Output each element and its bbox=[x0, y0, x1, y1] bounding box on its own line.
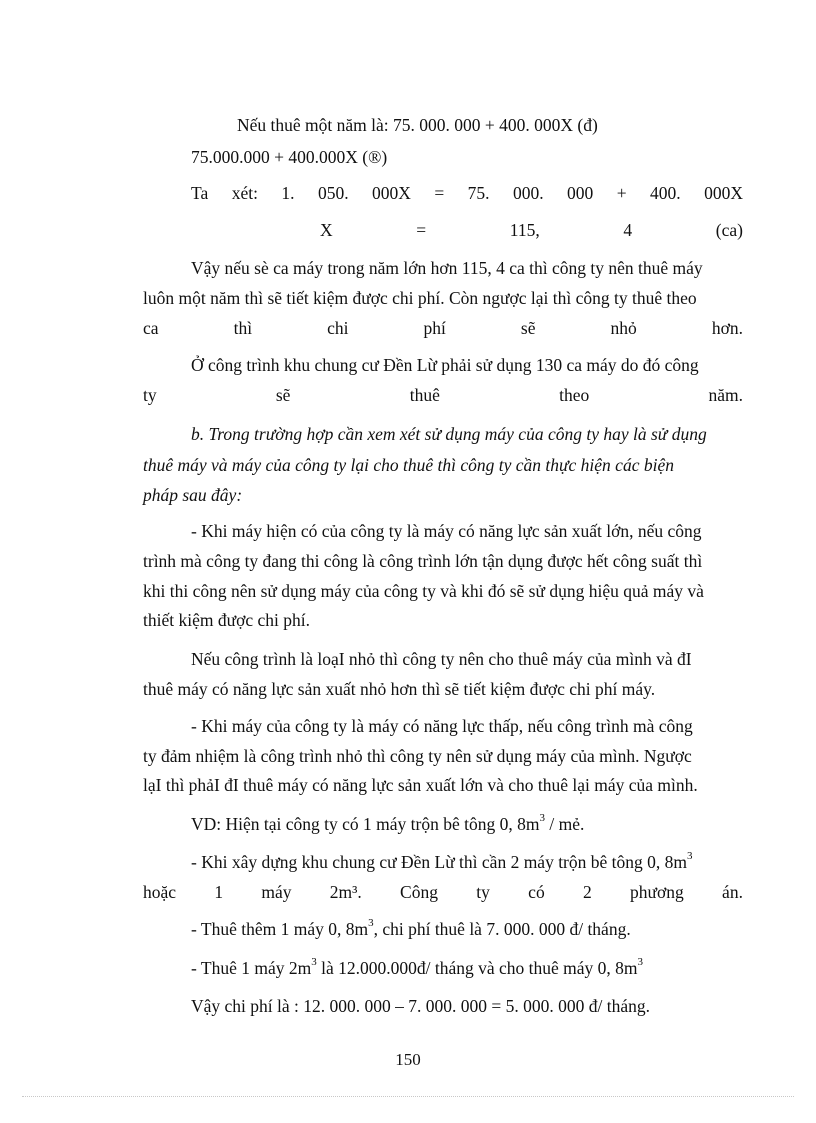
word: hơn. bbox=[711, 318, 743, 338]
text-segment: , chi phí thuê là 7. 000. 000 đ/ tháng. bbox=[373, 919, 631, 939]
page-divider bbox=[22, 1096, 794, 1097]
word: hoặc bbox=[143, 882, 177, 902]
word: ty bbox=[143, 385, 157, 405]
equation-token: + bbox=[616, 183, 627, 203]
equation-token: (ca) bbox=[715, 220, 743, 240]
word: chi bbox=[327, 318, 349, 338]
justified-line bbox=[143, 384, 743, 406]
equation-token: 000X bbox=[372, 183, 411, 203]
word: 1 bbox=[214, 882, 224, 902]
word: 2 bbox=[582, 882, 592, 902]
equation-line bbox=[320, 219, 743, 241]
text-line bbox=[191, 918, 631, 940]
word: máy bbox=[261, 882, 292, 902]
equation-token: 000. bbox=[512, 183, 544, 203]
text-line: Ở công trình khu chung cư Đền Lừ phải sử dụng 130 ca máy do đó công bbox=[191, 355, 699, 375]
word: án. bbox=[722, 882, 743, 902]
word: Công bbox=[400, 882, 438, 902]
equation-line bbox=[191, 182, 743, 204]
word: theo bbox=[559, 385, 590, 405]
text-line: - Khi máy của công ty là máy có năng lực thấp, nếu công trình mà công bbox=[191, 716, 693, 736]
word: phí bbox=[423, 318, 446, 338]
text-line: lạI thì phảI đI thuê máy có năng lực sản xuất lớn và cho thuê lại máy của mình. bbox=[143, 775, 698, 795]
superscript: 3 bbox=[687, 850, 693, 863]
text-line: khi thi công nên sử dụng máy của công ty và khi đó sẽ sử dụng hiệu quả máy và bbox=[143, 581, 704, 601]
word: năm. bbox=[708, 385, 743, 405]
text-line: Nếu thuê một năm là: 75. 000. 000 + 400. 000X (đ) bbox=[237, 115, 598, 135]
word: sẽ bbox=[275, 385, 291, 405]
page-number: 150 bbox=[395, 1050, 421, 1069]
text-segment: - Thuê thêm 1 máy 0, 8m bbox=[191, 919, 369, 939]
word: ty bbox=[476, 882, 490, 902]
text-segment: là 12.000.000đ/ tháng và cho thuê máy 0, 8m bbox=[316, 958, 638, 978]
text-line: Nếu công trình là loạI nhỏ thì công ty nên cho thuê máy của mình và đI bbox=[191, 649, 692, 669]
superscript: 3 bbox=[311, 956, 317, 969]
equation-token: xét: bbox=[231, 183, 258, 203]
text-line: pháp sau đây: bbox=[143, 485, 243, 505]
equation-token: 000 bbox=[567, 183, 594, 203]
text-line: ty đảm nhiệm là công trình nhỏ thì công ty nên sử dụng máy của mình. Ngược bbox=[143, 746, 692, 766]
text-line bbox=[191, 851, 693, 873]
word: 2m³. bbox=[329, 882, 362, 902]
text-line bbox=[191, 813, 584, 835]
equation-token: 000X bbox=[704, 183, 743, 203]
text-segment: / mẻ. bbox=[544, 814, 585, 834]
equation-token: 1. bbox=[281, 183, 295, 203]
text-line: thiết kiệm được chi phí. bbox=[143, 610, 310, 630]
text-line: luôn một năm thì sẽ tiết kiệm được chi phí. Còn ngược lại thì công ty thuê theo bbox=[143, 288, 697, 308]
word: ca bbox=[143, 318, 159, 338]
equation-token: = bbox=[416, 220, 427, 240]
word: sẽ bbox=[520, 318, 536, 338]
text-segment: - Khi xây dựng khu chung cư Đền Lừ thì cần 2 máy trộn bê tông 0, 8m bbox=[191, 852, 687, 872]
superscript: 3 bbox=[637, 956, 643, 969]
text-segment: - Thuê 1 máy 2m bbox=[191, 958, 312, 978]
equation-token: 75. bbox=[467, 183, 490, 203]
justified-line bbox=[143, 881, 743, 903]
superscript: 3 bbox=[368, 917, 374, 930]
word: thuê bbox=[409, 385, 440, 405]
text-line: trình mà công ty đang thi công là công trình lớn tận dụng được hết công suất thì bbox=[143, 551, 703, 571]
text-line bbox=[191, 957, 643, 979]
equation-token: X bbox=[320, 220, 333, 240]
text-line: thuê máy và máy của công ty lại cho thuê thì công ty cần thực hiện các biện bbox=[143, 455, 674, 475]
equation-token: 115, bbox=[509, 220, 540, 240]
equation-token: 400. bbox=[650, 183, 681, 203]
equation-token: = bbox=[434, 183, 445, 203]
text-line: b. Trong trường hợp cần xem xét sử dụng máy của công ty hay là sử dụng bbox=[191, 424, 707, 444]
text-line: Vậy chi phí là : 12. 000. 000 – 7. 000. 000 = 5. 000. 000 đ/ tháng. bbox=[191, 996, 650, 1016]
equation-token: 4 bbox=[623, 220, 633, 240]
superscript: 3 bbox=[539, 812, 545, 825]
equation-token: Ta bbox=[191, 183, 209, 203]
text-line: 75.000.000 + 400.000X (®) bbox=[191, 147, 388, 167]
word: thì bbox=[233, 318, 253, 338]
text-segment: VD: Hiện tại công ty có 1 máy trộn bê tông 0, 8m bbox=[191, 814, 540, 834]
text-line: - Khi máy hiện có của công ty là máy có năng lực sản xuất lớn, nếu công bbox=[191, 521, 702, 541]
word: có bbox=[528, 882, 545, 902]
equation-token: 050. bbox=[317, 183, 349, 203]
word: phương bbox=[630, 882, 684, 902]
text-line: thuê máy có năng lực sản xuất nhỏ hơn thì sẽ tiết kiệm được chi phí máy. bbox=[143, 679, 656, 699]
word: nhỏ bbox=[610, 318, 637, 338]
text-line: Vậy nếu sè ca máy trong năm lớn hơn 115, 4 ca thì công ty nên thuê máy bbox=[191, 258, 703, 278]
justified-line bbox=[143, 317, 743, 339]
